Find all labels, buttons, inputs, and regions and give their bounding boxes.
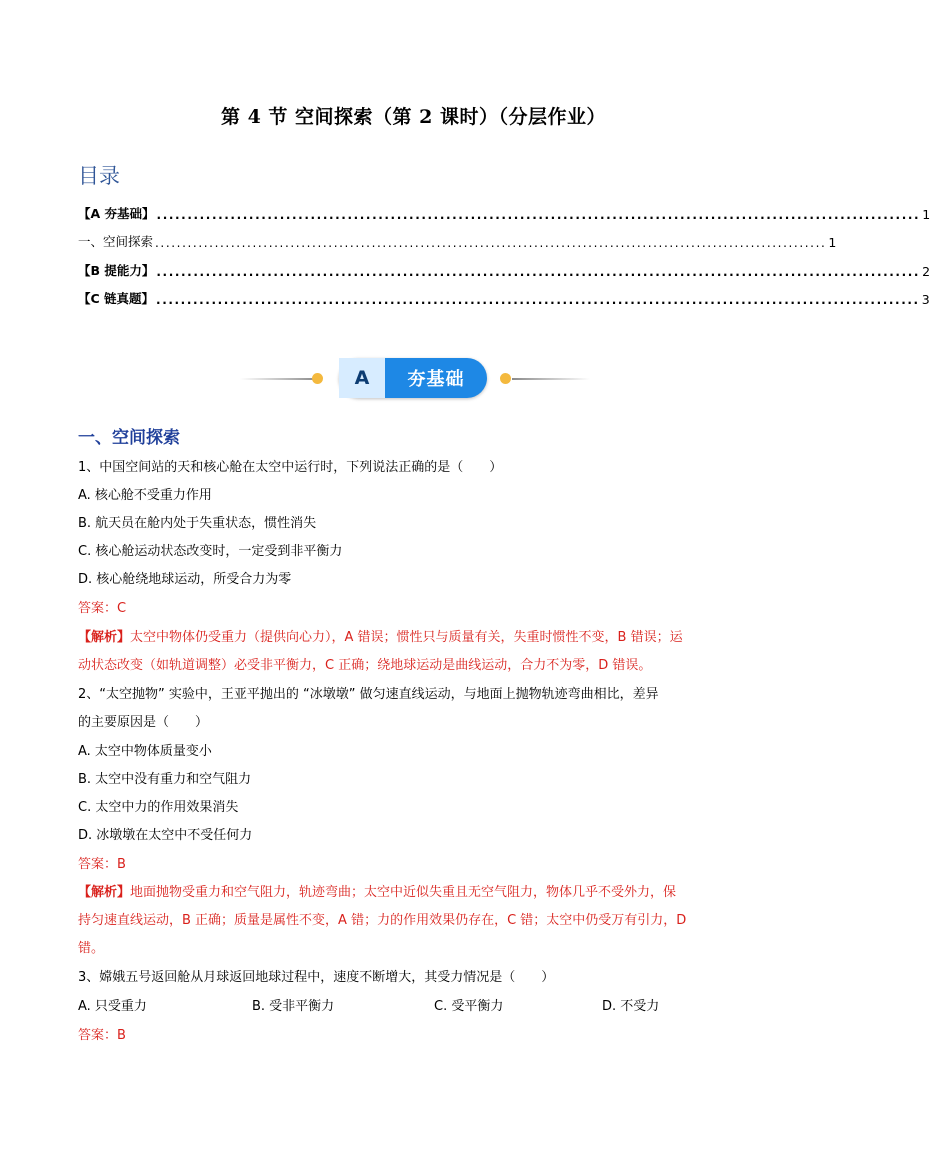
analysis-tag: 【解析】 <box>78 630 131 645</box>
toc-entry-a[interactable] <box>78 202 930 222</box>
toc-leader-dots: ............................................................................................................................ <box>156 293 920 307</box>
page-title: 第 4 节 空间探索（第 2 课时）（分层作业） <box>220 106 606 128</box>
toc-entry-space[interactable] <box>78 230 837 250</box>
analysis-line <box>78 883 758 903</box>
toc-entry-label: 【B 提能力】 <box>78 263 155 278</box>
answer-line: 答案：B <box>78 857 126 872</box>
question-option: C. 受平衡力 <box>434 999 504 1014</box>
question-option: B. 受非平衡力 <box>252 999 335 1014</box>
analysis-line <box>78 628 758 648</box>
banner-right-dot <box>500 373 511 384</box>
answer-line: 答案：B <box>78 1028 126 1043</box>
question-option: C. 核心舱运动状态改变时，一定受到非平衡力 <box>78 544 343 559</box>
question-option: B. 太空中没有重力和空气阻力 <box>78 772 252 787</box>
question-option: D. 核心舱绕地球运动，所受合力为零 <box>78 572 292 587</box>
toc-leader-dots: ............................................................................................................................ <box>155 236 827 250</box>
question-option: C. 太空中力的作用效果消失 <box>78 800 239 815</box>
analysis-line: 动状态改变（如轨道调整）必受非平衡力，C 正确；绕地球运动是曲线运动，合力不为零，D 错误。 <box>78 658 652 673</box>
question-option: B. 航天员在舱内处于失重状态，惯性消失 <box>78 516 317 531</box>
banner-left-line <box>240 378 318 380</box>
question-option: D. 不受力 <box>602 999 660 1014</box>
analysis-line: 错。 <box>78 941 105 956</box>
analysis-tag: 【解析】 <box>78 885 131 900</box>
banner-left-dot <box>312 373 323 384</box>
toc-leader-dots: ............................................................................................................................ <box>156 265 921 279</box>
question-stem: 的主要原因是（ ） <box>78 715 209 730</box>
section-banner <box>240 357 590 399</box>
analysis-text: 地面抛物受重力和空气阻力，轨迹弯曲；太空中近似失重且无空气阻力，物体几乎不受外力，保 <box>130 885 677 900</box>
toc-heading: 目录 <box>78 164 120 188</box>
analysis-line: 持匀速直线运动，B 正确；质量是属性不变，A 错；力的作用效果仍存在，C 错；太空中仍受万有引力，D <box>78 913 687 928</box>
question-stem: 3、嫦娥五号返回舱从月球返回地球过程中，速度不断增大，其受力情况是（ ） <box>78 970 555 985</box>
banner-text: 夯基础 <box>407 369 465 390</box>
toc-entry-label: 一、空间探索 <box>78 234 154 249</box>
toc-entry-label: 【C 链真题】 <box>78 291 155 306</box>
toc-page-number: 2 <box>922 264 930 279</box>
banner-letter: A <box>339 358 385 398</box>
toc-entry-label: 【A 夯基础】 <box>78 206 155 221</box>
banner-right-line <box>512 378 590 380</box>
analysis-text: 太空中物体仍受重力（提供向心力），A 错误；惯性只与质量有关，失重时惯性不变，B 错误；运 <box>130 630 683 645</box>
section-heading: 一、空间探索 <box>78 428 180 448</box>
banner-pill <box>339 358 487 398</box>
question-options-row <box>78 997 758 1017</box>
toc-page-number: 1 <box>922 207 930 222</box>
question-option: A. 只受重力 <box>78 999 147 1014</box>
question-stem: 1、中国空间站的天和核心舱在太空中运行时，下列说法正确的是（ ） <box>78 460 503 475</box>
question-stem: 2、“太空抛物” 实验中，王亚平抛出的 “冰墩墩” 做匀速直线运动，与地面上抛物轨迹弯曲相比，差异 <box>78 687 659 702</box>
question-option: A. 核心舱不受重力作用 <box>78 488 212 503</box>
toc-page-number: 1 <box>828 235 837 250</box>
toc-entry-c[interactable] <box>78 287 930 307</box>
answer-line: 答案：C <box>78 601 127 616</box>
toc-entry-b[interactable] <box>78 259 930 279</box>
toc-page-number: 3 <box>921 292 930 307</box>
toc-leader-dots: ............................................................................................................................ <box>156 208 921 222</box>
question-option: D. 冰墩墩在太空中不受任何力 <box>78 828 253 843</box>
question-option: A. 太空中物体质量变小 <box>78 744 212 759</box>
